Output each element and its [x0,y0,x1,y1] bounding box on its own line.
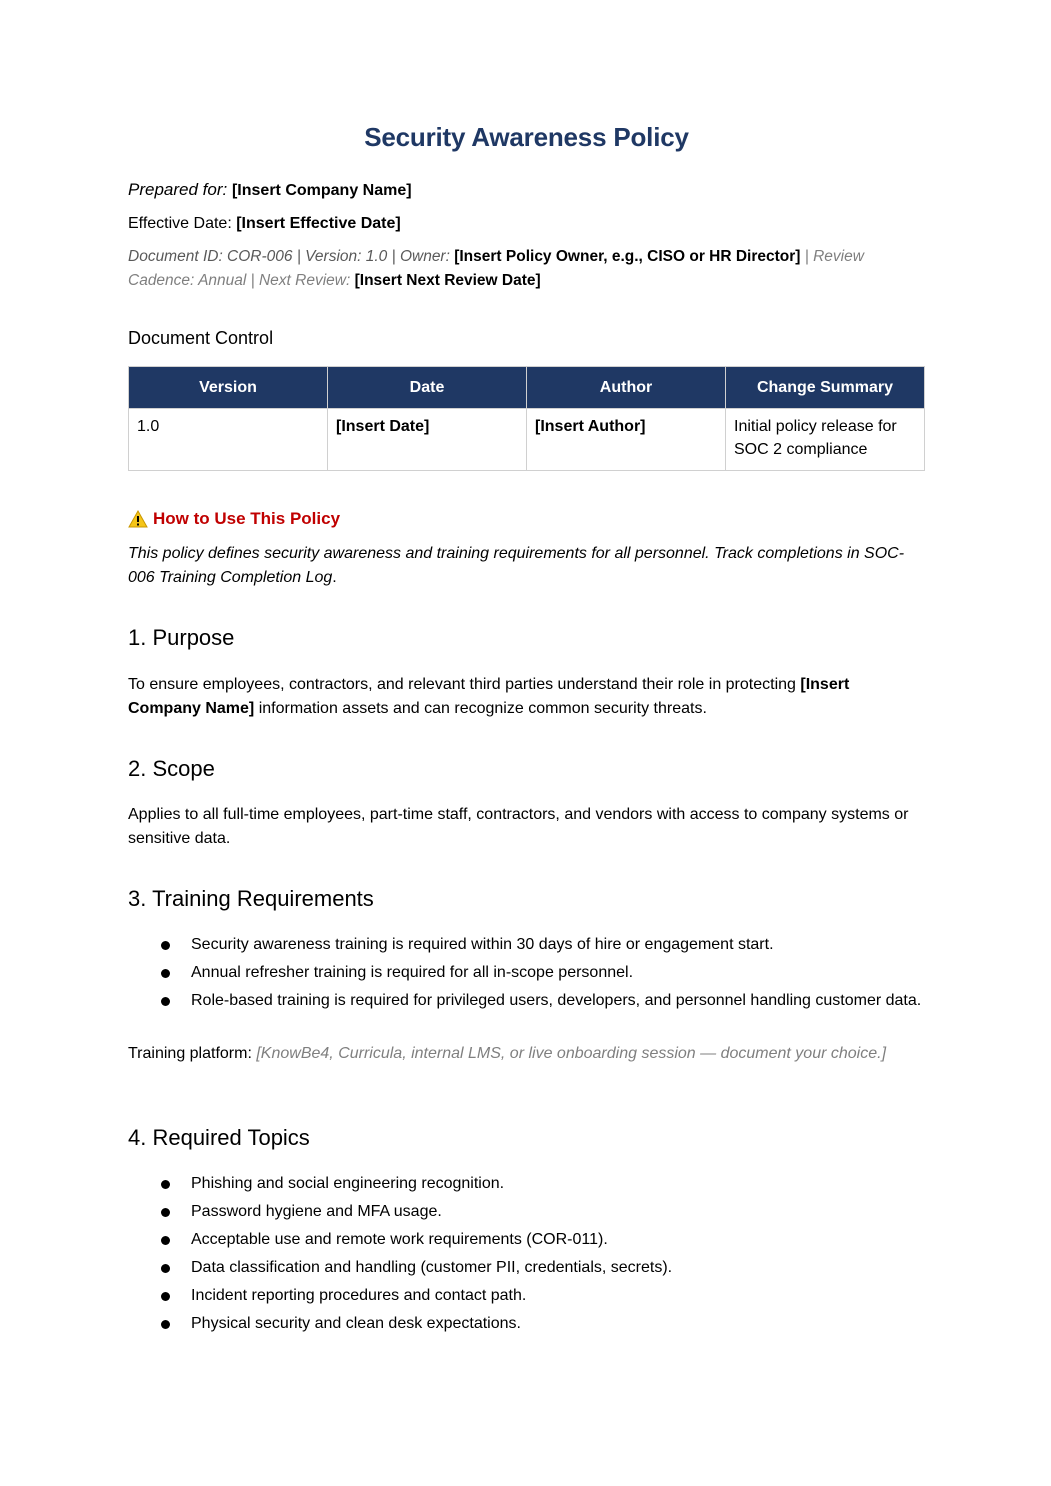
prepared-for-line [128,178,925,203]
list-item-text: Role-based training is required for privileged users, developers, and personnel handling customer data. [191,992,922,1009]
bullet-icon [161,1320,170,1329]
list-item [128,933,925,957]
bullet-icon [161,1264,170,1273]
list-item-text: Security awareness training is required within 30 days of hire or engagement start. [191,936,774,953]
purpose-text [128,673,925,721]
document-control-label: Document Control [128,328,274,348]
required-topics-list [128,1172,925,1340]
list-item [128,961,925,985]
metadata-review-cadence: | Review Cadence: Annual | Next Review: [128,248,864,289]
bullet-icon [161,1180,170,1189]
callout-text [128,542,925,590]
training-platform-line [128,1042,925,1066]
bullet-icon [161,997,170,1006]
callout-heading [128,509,340,529]
list-item-text: Acceptable use and remote work requirements (COR-011). [191,1231,608,1248]
document-metadata [128,245,925,293]
bullet-icon [161,1208,170,1217]
training-platform-label: Training platform: [128,1045,252,1062]
list-item-text: Incident reporting procedures and contact path. [191,1287,527,1304]
list-item-text: Annual refresher training is required for all in-scope personnel. [191,964,634,981]
metadata-next-review: [Insert Next Review Date] [354,272,541,289]
list-item-text: Data classification and handling (customer PII, credentials, secrets). [191,1259,673,1276]
callout-heading-text: How to Use This Policy [153,509,341,528]
column-header-author: Author [527,367,726,409]
list-item [128,1200,925,1224]
section-heading-scope: 2. Scope [128,756,215,781]
callout-text-suffix: . [332,569,337,586]
table-header-row [129,367,925,409]
cell-change-summary: Initial policy release for SOC 2 compliance [726,409,925,471]
bullet-icon [161,941,170,950]
prepared-for-value: [Insert Company Name] [231,182,412,199]
cell-version: 1.0 [129,409,328,471]
document-control-table [128,366,925,471]
warning-icon [128,510,148,528]
list-item-text: Phishing and social engineering recognition. [191,1175,505,1192]
effective-date-label: Effective Date: [128,215,232,232]
effective-date-line [128,212,925,236]
column-header-version: Version [129,367,328,409]
training-platform-value: [KnowBe4, Curricula, internal LMS, or live onboarding session — document your choice.] [256,1045,887,1062]
cell-author: [Insert Author] [527,409,726,471]
cell-date: [Insert Date] [328,409,527,471]
metadata-owner: [Insert Policy Owner, e.g., CISO or HR Director] [454,248,801,265]
purpose-text-before: To ensure employees, contractors, and relevant third parties understand their role in protecting [128,676,796,693]
bullet-icon [161,969,170,978]
purpose-text-after: information assets and can recognize common security threats. [258,700,707,717]
list-item [128,989,925,1013]
effective-date-value: [Insert Effective Date] [236,215,401,232]
list-item [128,1256,925,1280]
column-header-change-summary: Change Summary [726,367,925,409]
section-heading-training: 3. Training Requirements [128,886,374,911]
list-item-text: Password hygiene and MFA usage. [191,1203,442,1220]
bullet-icon [161,1292,170,1301]
metadata-id-version: Document ID: COR-006 | Version: 1.0 | Owner: [128,248,450,265]
column-header-date: Date [328,367,527,409]
list-item-text: Physical security and clean desk expectations. [191,1315,521,1332]
list-item [128,1284,925,1308]
scope-text: Applies to all full-time employees, part-time staff, contractors, and vendors with access to company systems or sensitive data. [128,806,909,847]
page-title: Security Awareness Policy [364,122,689,152]
callout-text-body: This policy defines security awareness and training requirements for all personnel. Track completions in SOC-006 Training Completion Log [128,545,905,586]
section-heading-purpose: 1. Purpose [128,625,235,650]
training-requirements-list [128,933,925,1017]
list-item [128,1228,925,1252]
purpose-company-name: [Insert Company Name] [128,676,850,717]
list-item [128,1172,925,1196]
list-item [128,1312,925,1336]
section-heading-topics: 4. Required Topics [128,1125,310,1150]
table-row [129,409,925,471]
prepared-for-label: Prepared for: [128,180,228,199]
bullet-icon [161,1236,170,1245]
